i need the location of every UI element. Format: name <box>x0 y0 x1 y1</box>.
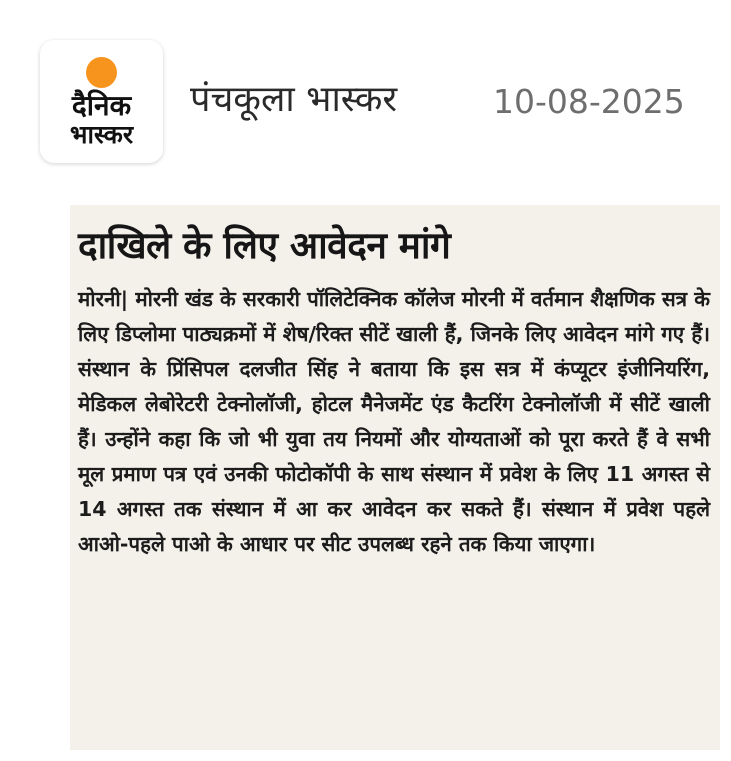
logo-text-line2: भास्कर <box>69 120 134 149</box>
header <box>0 0 731 180</box>
article-body-text: मोरनी खंड के सरकारी पॉलिटेक्निक कॉलेज मोरनी में वर्तमान शैक्षणिक सत्र के लिए डिप्लोमा पाठ्यक्रमों में शेष/रिक्त सीटें खाली हैं, जिनके लिए आवेदन मांगे गए हैं। संस्थान के प्रिंसिपल दलजीत सिंह ने बताया कि इस सत्र में कंप्यूटर इंजीनियरिंग, मेडिकल लेबोरेटरी टेक्नोलॉजी, होटल मैनेजमेंट एंड कैटरिंग टेक्नोलॉजी में सीटें खाली हैं। उन्होंने कहा कि जो भी युवा तय नियमों और योग्यताओं को पूरा करते हैं वे सभी मूल प्रमाण पत्र एवं उनकी फोटोकॉपी के साथ संस्थान में प्रवेश के लिए 11 अगस्त से 14 अगस्त तक संस्थान में आ कर आवेदन कर सकते हैं। संस्थान में प्रवेश पहले आओ-पहले पाओ के आधार पर सीट उपलब्ध रहने तक किया जाएगा। <box>78 287 710 556</box>
publication-date: 10-08-2025 <box>493 82 685 121</box>
edition-title: पंचकूला भास्कर <box>190 79 398 120</box>
article-body <box>78 282 710 562</box>
dainik-bhaskar-logo <box>40 40 163 163</box>
article-dateline: मोरनी| <box>78 287 129 311</box>
article-headline: दाखिले के लिए आवेदन मांगे <box>78 224 451 267</box>
news-clipping <box>70 205 720 750</box>
sun-icon <box>86 57 117 88</box>
logo-text-line1: दैनिक <box>71 89 132 122</box>
